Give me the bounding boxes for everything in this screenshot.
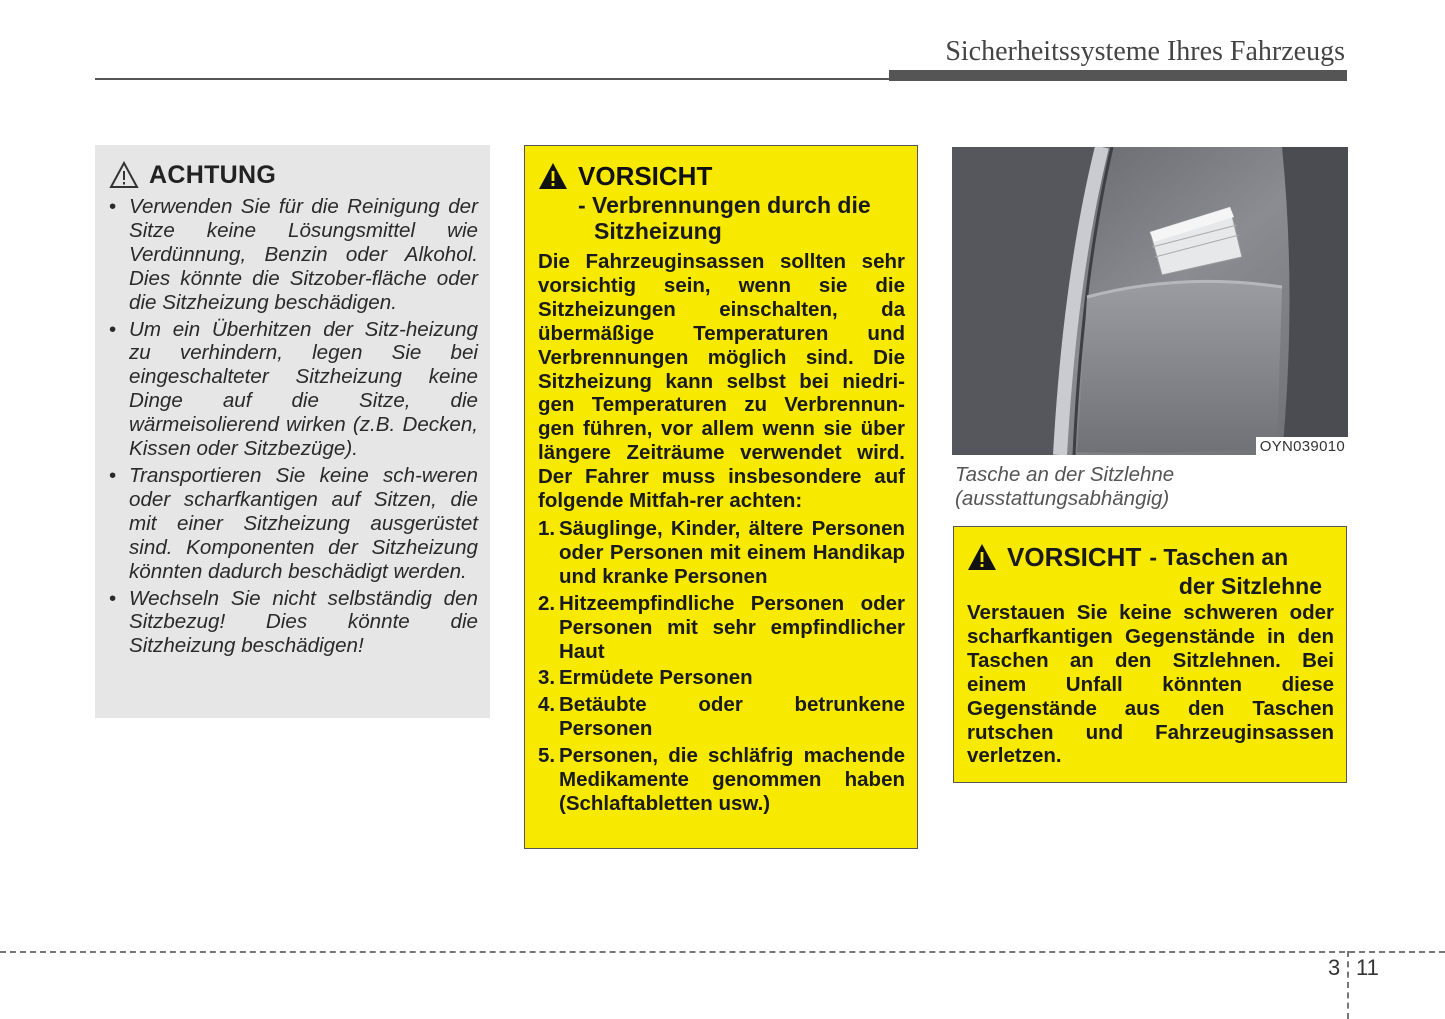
list-item — [538, 592, 905, 664]
list-item — [538, 693, 905, 741]
achtung-title: ACHTUNG — [149, 160, 277, 189]
warning-triangle-icon — [538, 162, 568, 190]
list-item — [538, 666, 905, 690]
vorsicht2-paragraph: Verstauen Sie keine schweren oder scharfkantigen Gegenstände in den Taschen an den Sitzlehnen. Bei einem Unfall könnten diese Gegenstände aus den Taschen rutschen und Fahrzeuginsassen verletzen. — [967, 601, 1334, 768]
achtung-heading — [109, 159, 478, 191]
vorsicht2-heading — [967, 541, 1334, 573]
header-bar — [889, 70, 1347, 81]
list-text: Säuglinge, Kinder, ältere Personen oder Personen mit einem Handikap und kranke Personen — [559, 516, 905, 588]
list-number: 4. — [538, 693, 556, 717]
page-number: 11 — [1356, 955, 1379, 980]
list-number: 5. — [538, 744, 556, 768]
achtung-item: • Transportieren Sie keine sch-weren oder scharfkantigen auf Sitzen, die mit einer Sitzheizung ausgerüstet sind. Komponenten der Sitzheizung könnten dadurch beschädigt werden. — [109, 464, 478, 584]
list-text: Hitzeempfindliche Personen oder Personen mit sehr empfindlicher Haut — [559, 591, 905, 663]
vorsicht2-title: VORSICHT — [1007, 541, 1142, 572]
vorsicht-pocket-box — [953, 526, 1347, 783]
photo-caption — [955, 463, 1345, 511]
vorsicht-title: VORSICHT — [578, 160, 713, 191]
list-text: Personen, die schläfrig machende Medikamente genommen haben (Schlaftabletten usw.) — [559, 744, 905, 815]
vorsicht-paragraph: Die Fahrzeuginsassen sollten sehr vorsichtig sein, wenn sie die Sitzheizungen einschalten, da übermäßige Temperaturen und Verbrennungen möglich sind. Die Sitzheizung kann selbst bei niedri-gen Temperaturen zu Verbrennun-gen führen, vor allem wenn sie über längere Zeiträume verwendet wird. Der Fahrer muss insbesondere auf folgende Mitfah-rer achten: — [538, 250, 905, 513]
vorsicht-heading — [538, 160, 905, 192]
vorsicht2-subtitle-line1: - Taschen an — [1149, 543, 1289, 570]
vorsicht-subtitle — [578, 192, 905, 244]
achtung-item: • Verwenden Sie für die Reinigung der Sitze keine Lösungsmittel wie Verdünnung, Benzin oder Alkohol. Dies könnte die Sitzober-fläche oder die Sitzheizung beschädigen. — [109, 195, 478, 315]
achtung-list — [109, 195, 478, 658]
seat-back-illustration — [952, 147, 1348, 455]
list-item — [538, 517, 905, 589]
footer-page-divider — [1347, 951, 1349, 1019]
photo-code: OYN039010 — [1256, 437, 1348, 455]
vorsicht-subtitle-line2: Sitzheizung — [594, 218, 722, 244]
vorsicht2-subtitle-line2: der Sitzlehne — [1178, 573, 1322, 599]
caption-line2: (ausstattungsabhängig) — [955, 487, 1170, 510]
vorsicht-subtitle-line1: - Verbrennungen durch die — [578, 192, 871, 218]
vorsicht-burn-box — [524, 145, 918, 849]
seat-pocket-photo — [952, 147, 1348, 455]
list-item — [538, 744, 905, 816]
list-text: Ermüdete Personen — [559, 666, 753, 690]
list-number: 3. — [538, 666, 556, 690]
footer-dashed-rule — [0, 951, 1445, 953]
list-text: Betäubte oder betrunkene Personen — [559, 693, 905, 741]
warning-triangle-icon — [967, 543, 997, 571]
running-header: Sicherheitssysteme Ihres Fahrzeugs — [945, 36, 1345, 67]
list-number: 2. — [538, 591, 556, 615]
warning-triangle-outline-icon — [109, 161, 139, 189]
vorsicht-list — [538, 517, 905, 816]
caption-line1: Tasche an der Sitzlehne — [955, 463, 1175, 486]
achtung-item: • Um ein Überhitzen der Sitz-heizung zu verhindern, legen Sie bei eingeschalteter Sitzheizung keine Dinge auf die Sitze, die wärmeisolierend wirken (z.B. Decken, Kissen oder Sitzbezüge). — [109, 318, 478, 461]
list-number: 1. — [538, 516, 556, 540]
achtung-box — [95, 145, 490, 718]
chapter-number: 3 — [1328, 955, 1341, 980]
achtung-item: • Wechseln Sie nicht selbständig den Sitzbezug! Dies könnte die Sitzheizung beschädigen! — [109, 587, 478, 659]
